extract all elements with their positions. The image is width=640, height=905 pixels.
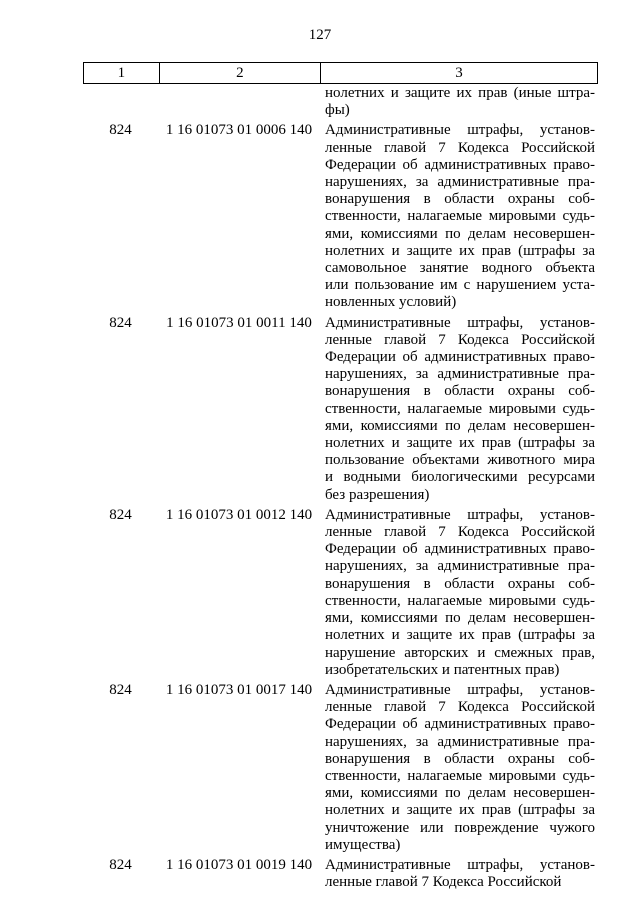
description-line: Административные штрафы, установ- (325, 122, 595, 139)
table-row (83, 85, 598, 119)
description-line: самовольное занятие водного объекта (325, 260, 595, 277)
description-line: вонарушения в области охраны соб- (325, 191, 595, 208)
description-line: Административные штрафы, установ- (325, 856, 595, 873)
admin-code-cell: 824 (109, 122, 132, 139)
description-line: новленных условий) (325, 294, 457, 311)
description-line: ленные главой 7 Кодекса Российской (325, 874, 562, 891)
description-cell (320, 85, 598, 119)
description-line: ями, комиссиями по делам несовершен- (325, 610, 595, 627)
description-line: Административные штрафы, установ- (325, 506, 595, 523)
column-header-3: 3 (320, 63, 597, 83)
description-cell (320, 122, 598, 311)
description-line: нарушение авторских и смежных прав, (325, 644, 595, 661)
description-line: ственности, налагаемые мировыми судь- (325, 400, 595, 417)
kbk-code-cell: 1 16 01073 01 0012 140 (165, 506, 313, 523)
description-line: нарушениях, за административные пра- (325, 174, 595, 191)
description-cell (320, 682, 598, 854)
description-line: без разрешения) (325, 486, 430, 503)
description-line: Административные штрафы, установ- (325, 314, 595, 331)
kbk-code-cell: 1 16 01073 01 0011 140 (166, 314, 312, 331)
description-line: ленные главой 7 Кодекса Российской (325, 524, 595, 541)
description-cell (320, 507, 598, 679)
description-line: Федерации об административных право- (325, 541, 595, 558)
description-line: ственности, налагаемые мировыми судь- (325, 592, 595, 609)
table-body (83, 85, 598, 894)
description-line: Федерации об административных право- (325, 716, 595, 733)
description-line: ственности, налагаемые мировыми судь- (325, 208, 595, 225)
description-line: вонарушения в области охраны соб- (325, 383, 595, 400)
admin-code-cell: 824 (109, 506, 132, 523)
column-header-2: 2 (159, 63, 320, 83)
description-cell (320, 857, 598, 891)
description-line: ственности, налагаемые мировыми судь- (325, 767, 595, 784)
table-row (83, 507, 598, 679)
description-line: нолетних и защите их прав (штрафы за (325, 802, 595, 819)
table-row (83, 315, 598, 504)
description-line: фы) (325, 102, 350, 119)
description-line: и водными биологическими ресурсами (325, 469, 595, 486)
description-line: ями, комиссиями по делам несовершен- (325, 225, 595, 242)
description-cell (320, 315, 598, 504)
description-line: нолетних и защите их прав (штрафы за (325, 627, 595, 644)
description-line: или пользование им с нарушением уста- (325, 277, 595, 294)
description-line: изобретательских и патентных прав) (325, 661, 560, 678)
description-line: вонарушения в области охраны соб- (325, 750, 595, 767)
description-line: ями, комиссиями по делам несовершен- (325, 417, 595, 434)
description-line: ями, комиссиями по делам несовершен- (325, 785, 595, 802)
description-line: нарушениях, за административные пра- (325, 366, 595, 383)
description-line: ленные главой 7 Кодекса Российской (325, 699, 595, 716)
description-line: ленные главой 7 Кодекса Российской (325, 139, 595, 156)
description-line: вонарушения в области охраны соб- (325, 575, 595, 592)
description-line: нолетних и защите их прав (штрафы за (325, 242, 595, 259)
admin-code-cell: 824 (109, 314, 132, 331)
description-line: пользование объектами животного мира (325, 452, 595, 469)
description-line: Федерации об административных право- (325, 156, 595, 173)
description-line: Федерации об административных право- (325, 349, 595, 366)
table-row (83, 122, 598, 311)
kbk-code-cell: 1 16 01073 01 0006 140 (165, 122, 313, 139)
table-header (83, 62, 598, 84)
description-line: ленные главой 7 Кодекса Российской (325, 331, 595, 348)
description-line: уничтожение или повреждение чужого (325, 819, 595, 836)
admin-code-cell: 824 (109, 681, 132, 698)
page-number: 127 (308, 27, 332, 43)
kbk-code-cell (158, 85, 320, 119)
description-line: имущества) (325, 836, 401, 853)
kbk-code-cell: 1 16 01073 01 0019 140 (165, 856, 313, 873)
table-row (83, 857, 598, 891)
description-line: нарушениях, за административные пра- (325, 733, 595, 750)
description-line: нарушениях, за административные пра- (325, 558, 595, 575)
kbk-code-cell: 1 16 01073 01 0017 140 (165, 681, 313, 698)
description-line: нолетних и защите их прав (штрафы за (325, 435, 595, 452)
table-row (83, 682, 598, 854)
admin-code-cell (83, 85, 158, 119)
description-line: Административные штрафы, установ- (325, 681, 595, 698)
description-line: нолетних и защите их прав (иные штра- (325, 85, 595, 101)
column-header-1: 1 (117, 65, 126, 81)
admin-code-cell: 824 (109, 856, 132, 873)
